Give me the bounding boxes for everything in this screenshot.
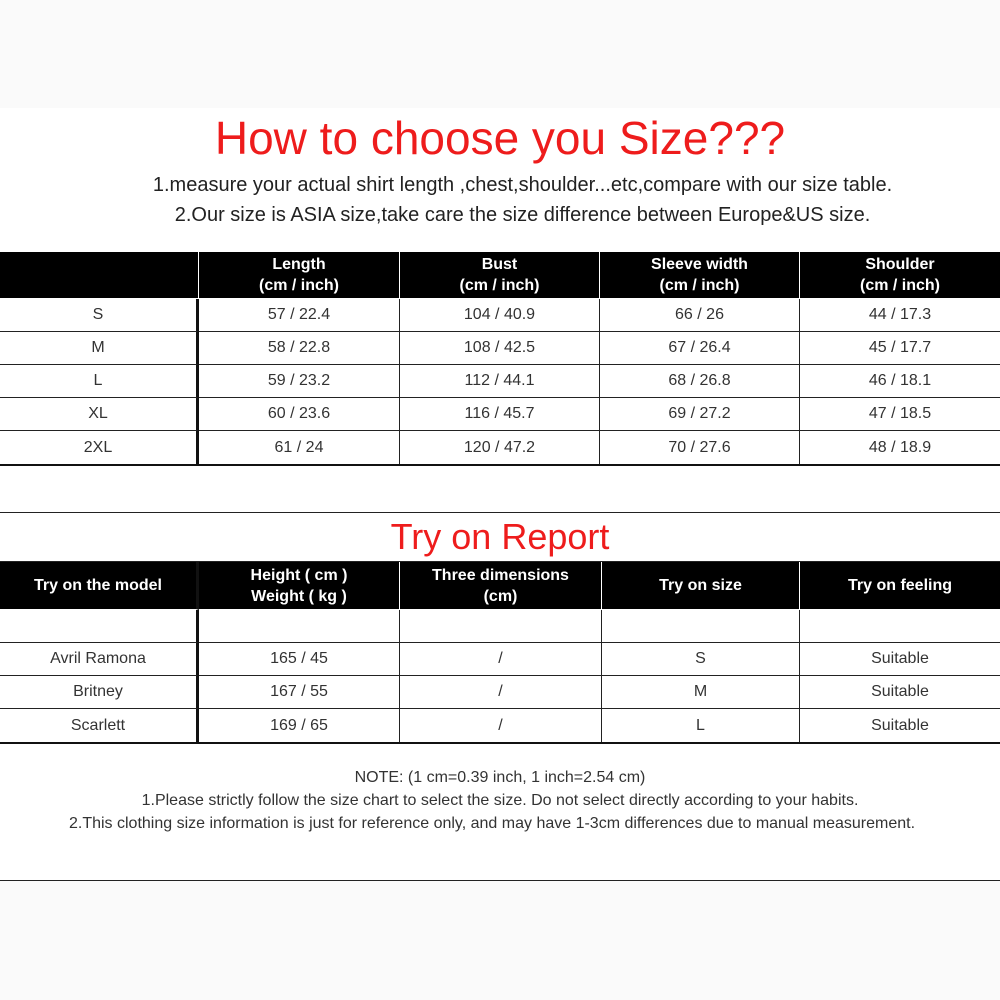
try-on-table: [0, 562, 1000, 744]
sleeve-width-cell: 69 / 27.2: [600, 398, 800, 431]
dimensions-cell: /: [400, 676, 602, 709]
size-header-sleeve-width: [600, 252, 800, 299]
size-header-shoulder: [800, 252, 1000, 299]
table-row: [0, 610, 1000, 643]
header-unit: Weight ( kg ): [251, 587, 347, 605]
page-title: How to choose you Size???: [214, 112, 786, 164]
try-size-cell: S: [602, 643, 800, 676]
try-on-report: [0, 512, 1000, 744]
height-weight-cell: 167 / 55: [199, 676, 400, 709]
header-label: Try on size: [659, 577, 742, 594]
bust-cell: 112 / 44.1: [400, 365, 600, 398]
size-label-cell: S: [0, 299, 199, 332]
size-label-cell: L: [0, 365, 199, 398]
header-label: Shoulder: [865, 256, 935, 273]
size-label-cell: XL: [0, 398, 199, 431]
shoulder-cell: 44 / 17.3: [800, 299, 1000, 332]
header-unit: (cm / inch): [659, 277, 740, 294]
try-on-title: Try on Report: [0, 513, 1000, 562]
model-cell: Britney: [0, 676, 199, 709]
size-label-cell: M: [0, 332, 199, 365]
try-size-cell: M: [602, 676, 800, 709]
height-weight-cell: 165 / 45: [199, 643, 400, 676]
dimensions-cell: [400, 610, 602, 643]
size-header-bust: [400, 252, 600, 299]
length-cell: 59 / 23.2: [199, 365, 400, 398]
header-label: Bust: [481, 256, 518, 273]
bottom-divider: [0, 880, 1000, 881]
feeling-cell: Suitable: [800, 676, 1000, 709]
height-weight-cell: [199, 610, 400, 643]
feeling-cell: [800, 610, 1000, 643]
table-row: [0, 709, 1000, 742]
table-row: [0, 643, 1000, 676]
size-label-cell: 2XL: [0, 431, 199, 464]
dimensions-cell: /: [400, 709, 602, 742]
bust-cell: 116 / 45.7: [400, 398, 600, 431]
table-row: [0, 676, 1000, 709]
size-table-header: [0, 252, 1000, 299]
feeling-cell: Suitable: [871, 716, 929, 734]
header-unit: (cm / inch): [459, 277, 540, 294]
intro-text: [0, 170, 1000, 230]
header-label: Try on feeling: [847, 577, 952, 594]
header-label: Length: [272, 256, 326, 273]
table-row: [0, 365, 1000, 398]
header-unit: (cm / inch): [859, 277, 940, 294]
bust-cell: 104 / 40.9: [400, 299, 600, 332]
try-header-height-weight: [199, 562, 400, 610]
try-header-three-dimensions: [400, 562, 602, 610]
notes-section: [0, 766, 1000, 835]
header-label: Try on the model: [33, 577, 162, 594]
header-unit: (cm / inch): [258, 277, 339, 294]
size-header-blank: [0, 252, 199, 299]
bust-cell: 108 / 42.5: [400, 332, 600, 365]
note-conversion: NOTE: (1 cm=0.39 inch, 1 inch=2.54 cm): [354, 769, 646, 786]
model-cell: Scarlett: [0, 709, 199, 742]
note-line-2: 2.This clothing size information is just for reference only, and may have 1-3cm differences due to manual measurement.: [68, 815, 916, 832]
note-line-1: 1.Please strictly follow the size chart to select the size. Do not select directly according to your habits.: [141, 792, 859, 809]
bust-cell: 120 / 47.2: [400, 431, 600, 464]
try-header-model: [0, 562, 199, 610]
try-header-size: [602, 562, 800, 610]
intro-line-1: 1.measure your actual shirt length ,chest,shoulder...etc,compare with our size table.: [152, 174, 893, 196]
header-label: Sleeve width: [651, 256, 748, 273]
length-cell: 57 / 22.4: [199, 299, 400, 332]
header-unit: (cm): [483, 587, 518, 605]
try-size-cell: L: [602, 709, 800, 742]
sleeve-width-cell: 70 / 27.6: [600, 431, 800, 464]
model-cell: [0, 610, 199, 643]
header-label: Height ( cm ): [250, 566, 348, 584]
feeling-cell: Suitable: [800, 643, 1000, 676]
sleeve-width-cell: 67 / 26.4: [600, 332, 800, 365]
shoulder-cell: 45 / 17.7: [800, 332, 1000, 365]
height-weight-cell: 169 / 65: [199, 709, 400, 742]
size-header-length: [199, 252, 400, 299]
model-cell: Avril Ramona: [0, 643, 199, 676]
table-row: [0, 332, 1000, 365]
shoulder-cell: 48 / 18.9: [868, 438, 932, 456]
header-label: Three dimensions: [432, 566, 569, 584]
try-size-cell: [602, 610, 800, 643]
length-cell: 61 / 24: [199, 431, 400, 464]
table-row: [0, 431, 1000, 464]
try-on-table-header: [0, 562, 1000, 610]
shoulder-cell: 47 / 18.5: [800, 398, 1000, 431]
try-header-feeling: [800, 562, 1000, 610]
shoulder-cell: 46 / 18.1: [800, 365, 1000, 398]
sleeve-width-cell: 66 / 26: [600, 299, 800, 332]
table-row: [0, 299, 1000, 332]
length-cell: 60 / 23.6: [199, 398, 400, 431]
dimensions-cell: /: [400, 643, 602, 676]
sleeve-width-cell: 68 / 26.8: [600, 365, 800, 398]
length-cell: 58 / 22.8: [199, 332, 400, 365]
intro-line-2: 2.Our size is ASIA size,take care the size difference between Europe&US size.: [174, 204, 871, 226]
size-table: [0, 252, 1000, 466]
table-row: [0, 398, 1000, 431]
